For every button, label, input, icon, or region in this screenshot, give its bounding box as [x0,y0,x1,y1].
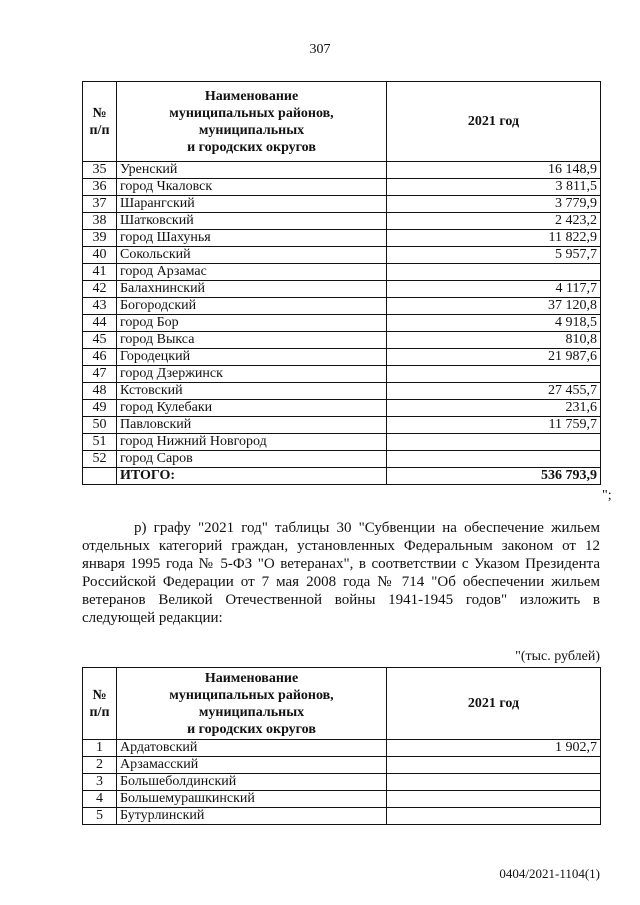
table-row [83,196,601,213]
row-number: 42 [83,281,117,298]
municipality-name: город Нижний Новгород [117,434,387,451]
row-value: 16 148,9 [387,162,601,179]
row-number: 37 [83,196,117,213]
total-value: 536 793,9 [387,468,601,485]
row-number: 49 [83,400,117,417]
municipality-name: город Бор [117,315,387,332]
table-row [83,400,601,417]
table-header-row [83,668,601,740]
row-value: 11 822,9 [387,230,601,247]
row-value: 231,6 [387,400,601,417]
document-code: 0404/2021-1104(1) [499,866,600,881]
row-number: 52 [83,451,117,468]
municipality-name: город Шахунья [117,230,387,247]
row-value: 4 117,7 [387,281,601,298]
subvention-table-continued [82,81,601,485]
municipality-name: Бутурлинский [117,808,387,825]
row-number: 43 [83,298,117,315]
municipality-name: Балахнинский [117,281,387,298]
table-row [83,179,601,196]
row-number: 50 [83,417,117,434]
municipality-name: Городецкий [117,349,387,366]
row-number: 2 [83,757,117,774]
municipality-name: Уренский [117,162,387,179]
row-value [387,264,601,281]
row-value: 3 779,9 [387,196,601,213]
table-row [83,774,601,791]
row-value [387,774,601,791]
row-number: 35 [83,162,117,179]
housing-subvention-table [82,667,601,825]
table-row [83,349,601,366]
header-year: 2021 год [387,668,601,740]
municipality-name: Арзамасский [117,757,387,774]
row-value [387,366,601,383]
row-value: 11 759,7 [387,417,601,434]
row-value: 3 811,5 [387,179,601,196]
row-number: 46 [83,349,117,366]
row-number: 45 [83,332,117,349]
total-row [83,468,601,485]
row-number: 39 [83,230,117,247]
municipality-name: Шарангский [117,196,387,213]
row-value: 27 455,7 [387,383,601,400]
municipality-name: Большеболдинский [117,774,387,791]
row-number: 51 [83,434,117,451]
municipality-name: Шатковский [117,213,387,230]
table-row [83,417,601,434]
row-number: 41 [83,264,117,281]
table-row [83,791,601,808]
table-row [83,298,601,315]
table-row [83,281,601,298]
table-row [83,213,601,230]
municipality-name: город Кулебаки [117,400,387,417]
units-note: "(тыс. рублей) [515,649,600,664]
municipality-name: Павловский [117,417,387,434]
header-municipality: Наименование муниципальных районов, муниципальных и городских округов [117,82,387,162]
row-value [387,451,601,468]
row-value: 5 957,7 [387,247,601,264]
row-number: 48 [83,383,117,400]
municipality-name: город Чкаловск [117,179,387,196]
row-value: 21 987,6 [387,349,601,366]
row-value: 37 120,8 [387,298,601,315]
table-row [83,315,601,332]
table-row [83,162,601,179]
header-year: 2021 год [387,82,601,162]
municipality-name: город Дзержинск [117,366,387,383]
row-number: 36 [83,179,117,196]
municipality-name: Большемурашкинский [117,791,387,808]
total-label: ИТОГО: [117,468,387,485]
row-value: 810,8 [387,332,601,349]
row-number: 3 [83,774,117,791]
row-value: 1 902,7 [387,740,601,757]
table-row [83,383,601,400]
total-number [83,468,117,485]
table-row [83,264,601,281]
header-number: № п/п [83,668,117,740]
row-number: 44 [83,315,117,332]
table-row [83,808,601,825]
table-row [83,366,601,383]
row-value: 4 918,5 [387,315,601,332]
municipality-name: Сокольский [117,247,387,264]
table-row [83,757,601,774]
table-header-row [83,82,601,162]
row-number: 38 [83,213,117,230]
amendment-paragraph: р) графу "2021 год" таблицы 30 "Субвенции на обеспечение жильем отдельных категорий граждан, установленных Федеральным законом от 12 января 1995 года № 5-ФЗ "О ветеранах", в соответствии с Указом Президента Российской Федерации от 7 мая 2008 года № 714 "Об обеспечении жильем ветеранов Великой Отечественной войны 1941-1945 годов" изложить в следующей редакции: [82,520,600,626]
header-municipality: Наименование муниципальных районов, муниципальных и городских округов [117,668,387,740]
table-row [83,230,601,247]
municipality-name: Кстовский [117,383,387,400]
row-value [387,808,601,825]
municipality-name: Богородский [117,298,387,315]
row-number: 4 [83,791,117,808]
table-row [83,740,601,757]
row-value: 2 423,2 [387,213,601,230]
municipality-name: город Выкса [117,332,387,349]
table-row [83,247,601,264]
row-number: 1 [83,740,117,757]
closing-quote: "; [602,488,612,503]
row-number: 47 [83,366,117,383]
row-value [387,791,601,808]
table-row [83,434,601,451]
row-value [387,434,601,451]
table-row [83,451,601,468]
municipality-name: Ардатовский [117,740,387,757]
page-number: 307 [309,42,331,57]
row-number: 5 [83,808,117,825]
municipality-name: город Саров [117,451,387,468]
municipality-name: город Арзамас [117,264,387,281]
row-number: 40 [83,247,117,264]
header-number: № п/п [83,82,117,162]
row-value [387,757,601,774]
table-row [83,332,601,349]
